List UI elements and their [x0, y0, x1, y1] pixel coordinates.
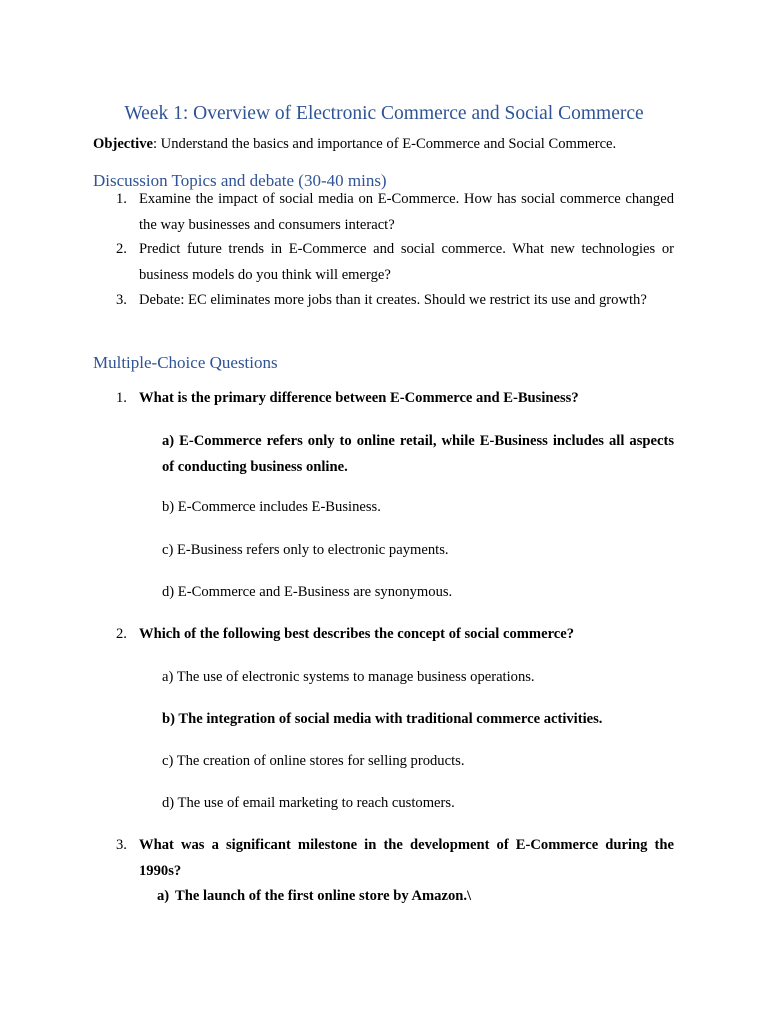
question-3-option-a-letter: a) [157, 888, 170, 904]
page-title: Week 1: Overview of Electronic Commerce and Social Commerce [124, 103, 644, 124]
question-3-option-a: The launch of the first online store by Amazon.\ [175, 888, 472, 904]
objective-line [93, 133, 616, 155]
question-1-option-d: d) E-Commerce and E-Business are synonymous. [162, 584, 453, 600]
question-2-number: 2. [116, 626, 127, 642]
discussion-item-3-number: 3. [116, 292, 127, 308]
question-1-text: What is the primary difference between E-Commerce and E-Business? [139, 390, 579, 406]
question-1-option-a: a) E-Commerce refers only to online retail, while E-Business includes all aspects of conducting business online. [162, 433, 674, 475]
question-1-option-c: c) E-Business refers only to electronic payments. [162, 542, 449, 558]
question-3-number: 3. [116, 837, 127, 853]
question-2-option-b: b) The integration of social media with traditional commerce activities. [162, 711, 603, 727]
question-2-option-c: c) The creation of online stores for selling products. [162, 753, 465, 769]
discussion-item-2: Predict future trends in E-Commerce and social commerce. What new technologies or business models do you think will emerge? [139, 241, 674, 283]
discussion-item-2-number: 2. [116, 241, 127, 257]
question-1-number: 1. [116, 390, 127, 406]
mcq-heading: Multiple-Choice Questions [93, 353, 278, 372]
discussion-item-1: Examine the impact of social media on E-Commerce. How has social commerce changed the way businesses and consumers interact? [139, 191, 674, 233]
discussion-heading: Discussion Topics and debate (30-40 mins) [93, 171, 387, 190]
question-1-option-b: b) E-Commerce includes E-Business. [162, 499, 381, 515]
discussion-item-1-number: 1. [116, 191, 127, 207]
question-3-text: What was a significant milestone in the development of E-Commerce during the 1990s? [139, 837, 674, 879]
question-2-text: Which of the following best describes the concept of social commerce? [139, 626, 575, 642]
discussion-item-3: Debate: EC eliminates more jobs than it creates. Should we restrict its use and growth? [139, 292, 647, 308]
objective-text: : Understand the basics and importance of E-Commerce and Social Commerce. [152, 136, 617, 152]
objective-label: Objective [93, 136, 153, 152]
question-2-option-d: d) The use of email marketing to reach customers. [162, 795, 455, 811]
question-2-option-a: a) The use of electronic systems to manage business operations. [162, 669, 535, 685]
